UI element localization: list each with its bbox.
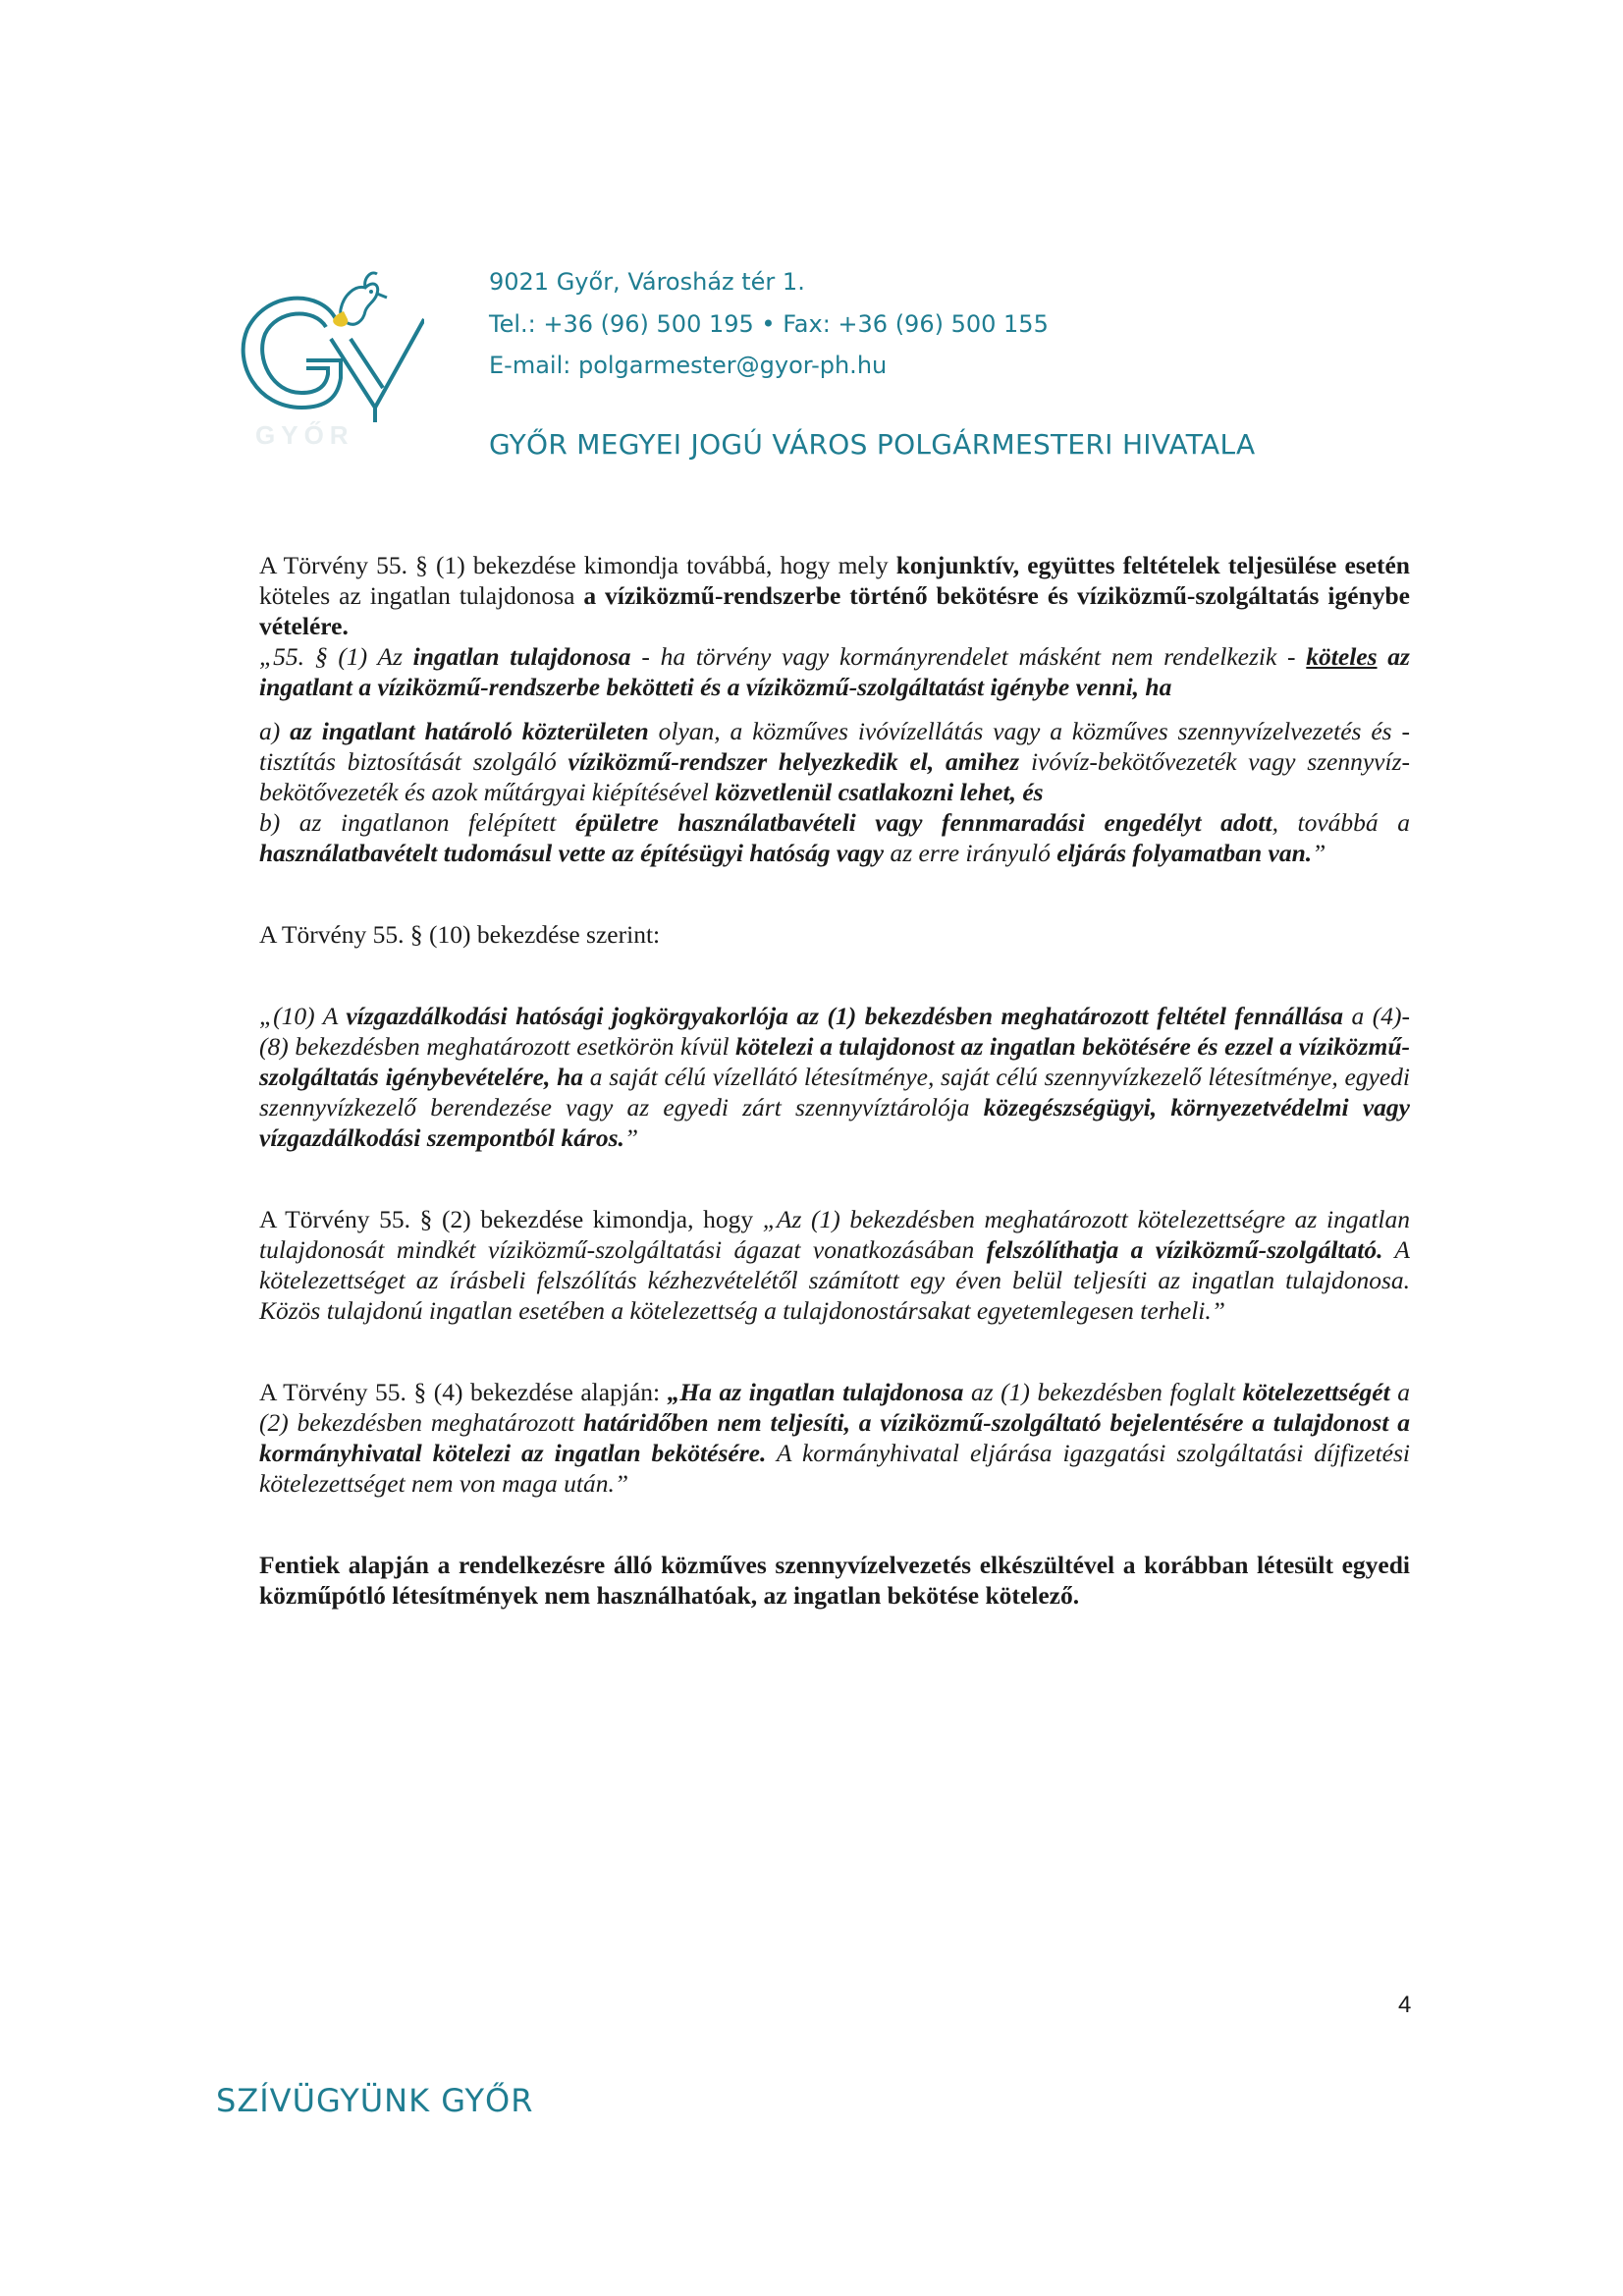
email-line: E-mail: polgarmester@gyor-ph.hu xyxy=(489,352,888,379)
page-number: 4 xyxy=(1398,1992,1412,2018)
bold-italic-text: „Ha az ingatlan tulajdonosa xyxy=(667,1378,964,1406)
italic-text: az (1) bekezdésben foglalt xyxy=(963,1378,1243,1406)
bold-italic-text: épületre használatbavételi vagy fennmaradási engedélyt adott xyxy=(574,808,1272,837)
quote-55-1-point-b xyxy=(259,807,1410,868)
letter-body xyxy=(259,550,1410,1611)
italic-text: , továbbá a xyxy=(1271,808,1410,837)
italic-text: „55. § (1) Az xyxy=(259,642,413,671)
italic-text: a (2) bekezdésben meghatározott xyxy=(259,1378,1410,1437)
text: A Törvény 55. § (4) bekezdése alapján: xyxy=(259,1378,668,1406)
bold-italic-text: közvetlenül csatlakozni lehet, és xyxy=(715,778,1044,806)
italic-text: „Az (1) bekezdésben meghatározott kötelezettségre az ingatlan tulajdonosát mindkét víziközmű-szolgáltatási ágazat vonatkozásában xyxy=(259,1205,1410,1264)
bold-italic-text: eljárás folyamatban van. xyxy=(1056,839,1313,867)
bold-italic-text: víziközmű-rendszer helyezkedik el, amihez xyxy=(568,747,1020,776)
text: köteles az ingatlan tulajdonosa xyxy=(259,581,584,610)
bold-italic-text: közegészségügyi, környezetvédelmi vagy vízgazdálkodási szempontból káros. xyxy=(259,1093,1410,1152)
footer-slogan: SZÍVÜGYÜNK GYŐR xyxy=(216,2082,534,2119)
paragraph-55-2 xyxy=(259,1204,1410,1326)
italic-text: olyan, a közműves ivóvízellátás vagy a közműves szennyvízelvezetés és -tisztítás biztosítását szolgáló xyxy=(259,717,1410,776)
text: A Törvény 55. § (1) bekezdése kimondja továbbá, hogy mely xyxy=(259,551,896,579)
bold-italic-text: használatbavételt tudomásul vette az építésügyi hatóság vagy xyxy=(259,839,885,867)
bold-italic-text: kötelezettségét xyxy=(1242,1378,1390,1406)
bold-italic-text: az ingatlant a víziközmű-rendszerbe bekötteti és a víziközmű-szolgáltatást igénybe venni, ha xyxy=(259,642,1410,701)
underlined-bold-text: köteles xyxy=(1306,642,1378,671)
organization-name: GYŐR MEGYEI JOGÚ VÁROS POLGÁRMESTERI HIVATALA xyxy=(489,428,1256,461)
bold-italic-text: felszólíthatja a víziközmű-szolgáltató. xyxy=(986,1235,1383,1264)
paragraph-55-1-intro xyxy=(259,550,1410,641)
text: A Törvény 55. § (2) bekezdése kimondja, hogy xyxy=(259,1205,763,1233)
bold-italic-text: kötelezi a tulajdonost az ingatlan bekötésére és ezzel a víziközmű-szolgáltatás igénybevételére, ha xyxy=(259,1032,1410,1091)
italic-text: a) xyxy=(259,717,291,745)
paragraph-55-4 xyxy=(259,1377,1410,1499)
italic-text: - ha törvény vagy kormányrendelet másként nem rendelkezik - xyxy=(630,642,1307,671)
italic-text: ” xyxy=(1312,839,1326,867)
bold-text: a víziközmű-rendszerbe történő bekötésre és víziközmű-szolgáltatás igénybe vételére. xyxy=(259,581,1410,640)
quote-55-10 xyxy=(259,1001,1410,1153)
conclusion-paragraph: Fentiek alapján a rendelkezésre álló közműves szennyvízelvezetés elkészültével a korábban létesült egyedi közműpótló létesítmények nem használhatóak, az ingatlan bekötése kötelező. xyxy=(259,1551,1410,1610)
quote-55-1 xyxy=(259,641,1410,702)
italic-text: az erre irányuló xyxy=(884,839,1057,867)
italic-text: „(10) A xyxy=(259,1002,347,1030)
quote-55-1-point-a xyxy=(259,716,1410,807)
bold-text: konjunktív, együttes feltételek teljesülése esetén xyxy=(895,551,1410,579)
bold-italic-text: vízgazdálkodási hatósági jogkörgyakorlója az (1) bekezdésben meghatározott feltétel fennállása xyxy=(346,1002,1344,1030)
italic-text: b) az ingatlanon felépített xyxy=(259,808,575,837)
gyor-city-logo xyxy=(228,250,424,437)
phone-fax-line: Tel.: +36 (96) 500 195 • Fax: +36 (96) 500 155 xyxy=(489,310,1049,338)
bold-italic-text: ingatlan tulajdonosa xyxy=(412,642,631,671)
address-line: 9021 Győr, Városház tér 1. xyxy=(489,268,805,296)
italic-text: a saját célú vízellátó létesítménye, saját célú szennyvízkezelő létesítménye, egyedi szennyvízkezelő berendezése vagy az egyedi zárt szennyvíztárolója xyxy=(259,1063,1411,1121)
italic-text: a (4)-(8) bekezdésben meghatározott esetkörön kívül xyxy=(259,1002,1410,1061)
bold-italic-text: határidőben nem teljesíti, a víziközmű-szolgáltató bejelentésére a tulajdonost a kormányhivatal kötelezi az ingatlan bekötésére. xyxy=(259,1408,1410,1467)
paragraph-55-10-intro: A Törvény 55. § (10) bekezdése szerint: xyxy=(259,920,661,949)
italic-text: ” xyxy=(623,1123,639,1152)
bold-italic-text: az ingatlant határoló közterületen xyxy=(290,717,649,745)
logo-caption: GYŐR xyxy=(255,420,354,450)
italic-text: ivóvíz-bekötővezeték vagy szennyvíz-bekötővezeték és azok műtárgyai kiépítésével xyxy=(259,747,1410,806)
italic-text: A kötelezettséget az írásbeli felszólítás kézhezvételétől számított egy éven belül teljesíti az ingatlan tulajdonosa. Közös tulajdonú ingatlan esetében a kötelezettség a tulajdonostársakat egyetemlegesen terheli.” xyxy=(259,1235,1410,1325)
italic-text: A kormányhivatal eljárása igazgatási szolgáltatási díjfizetési kötelezettséget nem von maga után.” xyxy=(259,1439,1410,1498)
